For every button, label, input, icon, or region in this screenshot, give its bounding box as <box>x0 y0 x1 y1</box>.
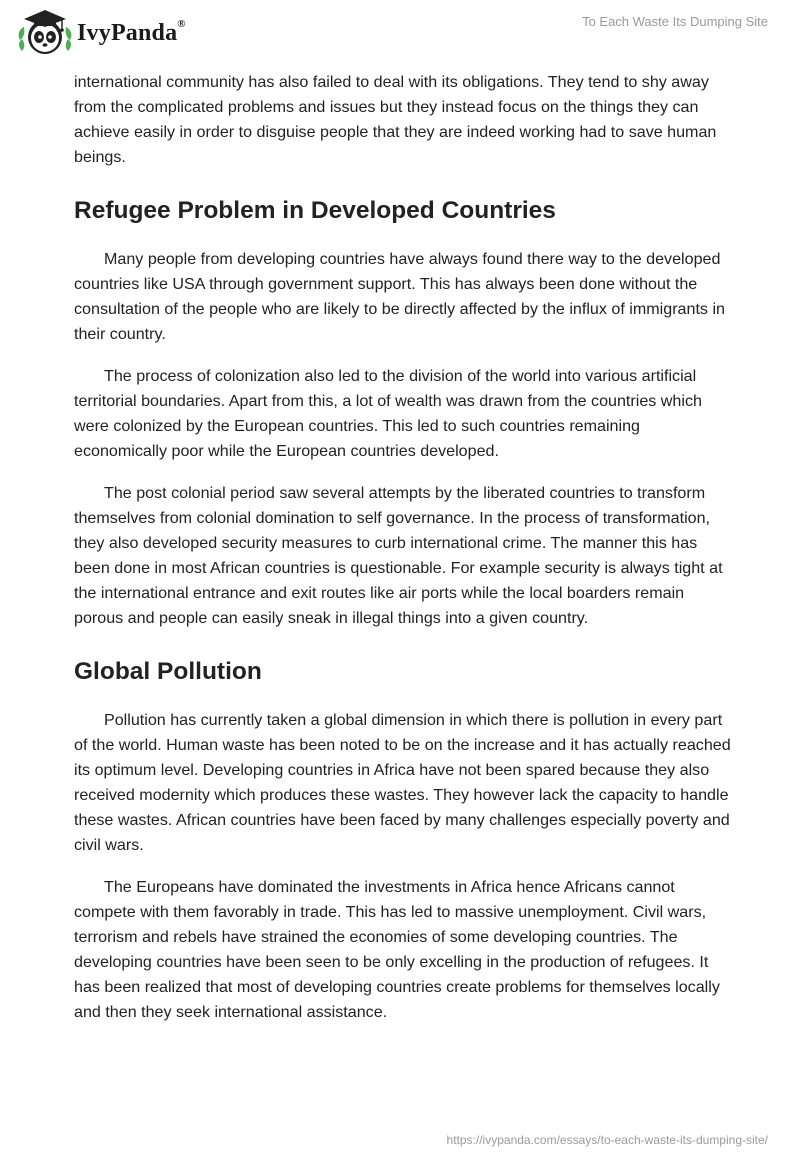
registered-mark: ® <box>177 17 186 30</box>
paragraph: Pollution has currently taken a global dimension in which there is pollution in every part of the world. Human waste has been noted to be on the increase and it has actually reached its optimum level. Developing countries in Africa have not been spared because they also received modernity which produces these wastes. They however lack the capacity to handle these wastes. African countries have been faced by many challenges especially poverty and civil wars. <box>74 711 731 854</box>
section-heading-refugee-problem: Refugee Problem in Developed Countries <box>74 197 556 224</box>
intro-paragraph: international community has also failed to deal with its obligations. They tend to shy away from the complicated problems and issues but they instead focus on the things they can achieve easily in order to disguise people that they are indeed working had to save human beings. <box>74 73 717 166</box>
paragraph: Many people from developing countries have always found there way to the developed countries like USA through government support. This has always been done without the consultation of the people who are likely to be directly affected by the influx of immigrants in their country. <box>74 250 725 343</box>
ivypanda-logo[interactable] <box>16 7 186 57</box>
paragraph: The process of colonization also led to the division of the world into various artificial territorial boundaries. Apart from this, a lot of wealth was drawn from the countries which were colonized by the European countries. This led to such countries remaining economically poor while the European countries developed. <box>74 367 702 460</box>
source-url[interactable]: https://ivypanda.com/essays/to-each-waste-its-dumping-site/ <box>446 1133 768 1147</box>
section-heading-global-pollution: Global Pollution <box>74 658 262 685</box>
essay-content <box>74 70 734 1042</box>
panda-graduate-icon <box>16 7 74 57</box>
paragraph: The Europeans have dominated the investments in Africa hence Africans cannot compete with them favorably in trade. This has led to massive unemployment. Civil wars, terrorism and rebels have strained the economies of some developing countries. The developing countries have been seen to be only excelling in the production of refugees. It has been realized that most of developing countries create problems for themselves locally and then they seek international assistance. <box>74 878 720 1021</box>
page-header <box>0 0 800 66</box>
paragraph: The post colonial period saw several attempts by the liberated countries to transform themselves from colonial domination to self governance. In the process of transformation, they also developed security measures to curb international crime. The manner this has been done in most African countries is questionable. For example security is always tight at the international entrance and exit routes like air ports while the local boarders remain porous and people can easily sneak in illegal things into a given country. <box>74 484 723 627</box>
logo-wordmark: IvyPanda® <box>77 17 186 46</box>
document-title: To Each Waste Its Dumping Site <box>582 14 768 29</box>
